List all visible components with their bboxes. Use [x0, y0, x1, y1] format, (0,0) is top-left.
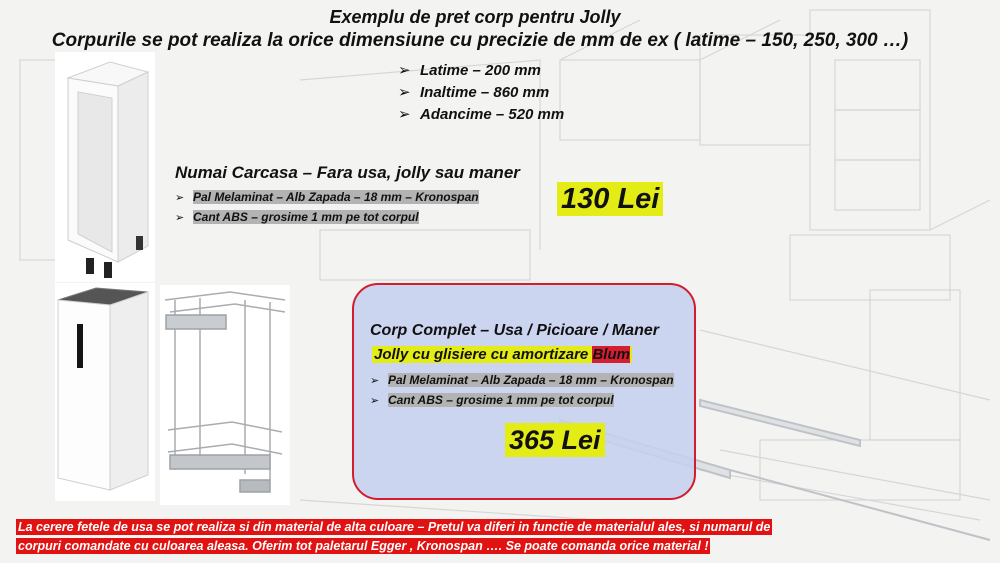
arrow-bullet-icon: ➢ — [175, 192, 185, 204]
arrow-bullet-icon: ➢ — [398, 62, 411, 79]
footer-line-2: corpuri comandate cu culoarea aleasa. Oferim tot paletarul Egger , Kronospan …. Se poate comanda orice material ! — [18, 539, 709, 553]
page-subtitle: Corpurile se pot realiza la orice dimensiune cu precizie de mm de ex ( latime – 150, 250, 300 …) — [51, 30, 909, 51]
complet-heading: Corp Complet – Usa / Picioare / Maner — [370, 322, 659, 339]
complet-price: 365 Lei — [505, 423, 605, 457]
complet-bullet-edge: ➢ Cant ABS – grosime 1 mm pe tot corpul — [370, 393, 614, 407]
jolly-basket-photo — [160, 285, 290, 505]
arrow-bullet-icon: ➢ — [370, 395, 380, 407]
dimensions-list — [398, 60, 564, 126]
carcasa-bullet-material: ➢ Pal Melaminat – Alb Zapada – 18 mm – Kronospan — [175, 190, 479, 204]
arrow-bullet-icon: ➢ — [175, 212, 185, 224]
carcass-photo — [55, 52, 155, 282]
complet-bullet-material: ➢ Pal Melaminat – Alb Zapada – 18 mm – Kronospan — [370, 373, 674, 387]
carcasa-price: 130 Lei — [557, 182, 663, 216]
dimension-item-depth: ➢ Adancime – 520 mm — [398, 104, 564, 126]
footer-line-1: La cerere fetele de usa se pot realiza si din material de alta culoare – Pretul va diferi in functie de materialul ales, si numarul de — [18, 520, 771, 534]
dimension-item-width: ➢ Latime – 200 mm — [398, 60, 564, 82]
arrow-bullet-icon: ➢ — [398, 84, 411, 101]
page-title: Exemplu de pret corp pentru Jolly — [329, 7, 621, 27]
carcasa-heading: Numai Carcasa – Fara usa, jolly sau maner — [175, 163, 520, 182]
complete-offer-panel — [352, 283, 696, 500]
jolly-description: Jolly cu glisiere cu amortizare Blum — [374, 346, 630, 363]
brand-label: Blum — [592, 346, 630, 363]
carcasa-bullet-edge: ➢ Cant ABS – grosime 1 mm pe tot corpul — [175, 210, 419, 224]
arrow-bullet-icon: ➢ — [398, 106, 411, 123]
cabinet-photo — [55, 283, 155, 501]
arrow-bullet-icon: ➢ — [370, 375, 380, 387]
dimension-item-height: ➢ Inaltime – 860 mm — [398, 82, 564, 104]
footer-notice — [16, 518, 894, 556]
